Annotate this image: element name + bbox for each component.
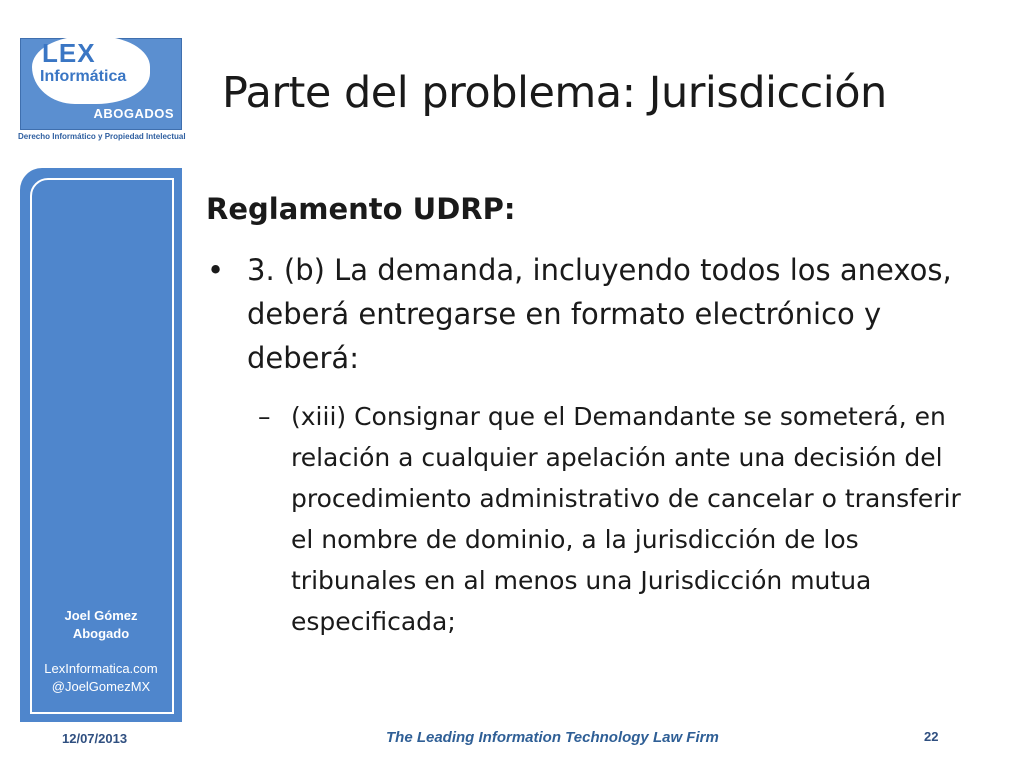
author-role: Abogado [72, 626, 130, 641]
author-handle: @JoelGomezMX [51, 679, 151, 694]
dash-icon: – [258, 402, 271, 431]
logo-brand: LEX [42, 38, 96, 68]
sub-bullet-text: (xiii) Consignar que el Demandante se someterá, en relación a cualquier apelación ante una decisión del procedimiento administrativo de cancelar o transferir el nombre de dominio, a la jurisdicción de los tribunales en al menos una Jurisdicción mutua especificada; [291, 402, 961, 636]
logo-sub: Informática [40, 68, 127, 85]
firm-logo [18, 36, 186, 146]
author-name: Joel Gómez [64, 608, 138, 623]
slide-title: Parte del problema: Jurisdicción [222, 68, 887, 118]
bullet-item [207, 248, 967, 380]
sub-bullet-item [258, 396, 968, 642]
footer-date: 12/07/2013 [62, 731, 128, 746]
page-number: 22 [924, 729, 939, 744]
logo-firm: ABOGADOS [93, 106, 174, 121]
logo-tagline: Derecho Informático y Propiedad Intelectual [18, 132, 186, 141]
footer-firm-slogan: The Leading Information Technology Law Firm [386, 729, 719, 746]
section-heading: Reglamento UDRP: [206, 192, 516, 226]
bullet-icon: • [207, 253, 225, 287]
bullet-text: 3. (b) La demanda, incluyendo todos los anexos, deberá entregarse en formato electrónico y deberá: [247, 253, 952, 375]
author-website: LexInformatica.com [44, 661, 158, 676]
